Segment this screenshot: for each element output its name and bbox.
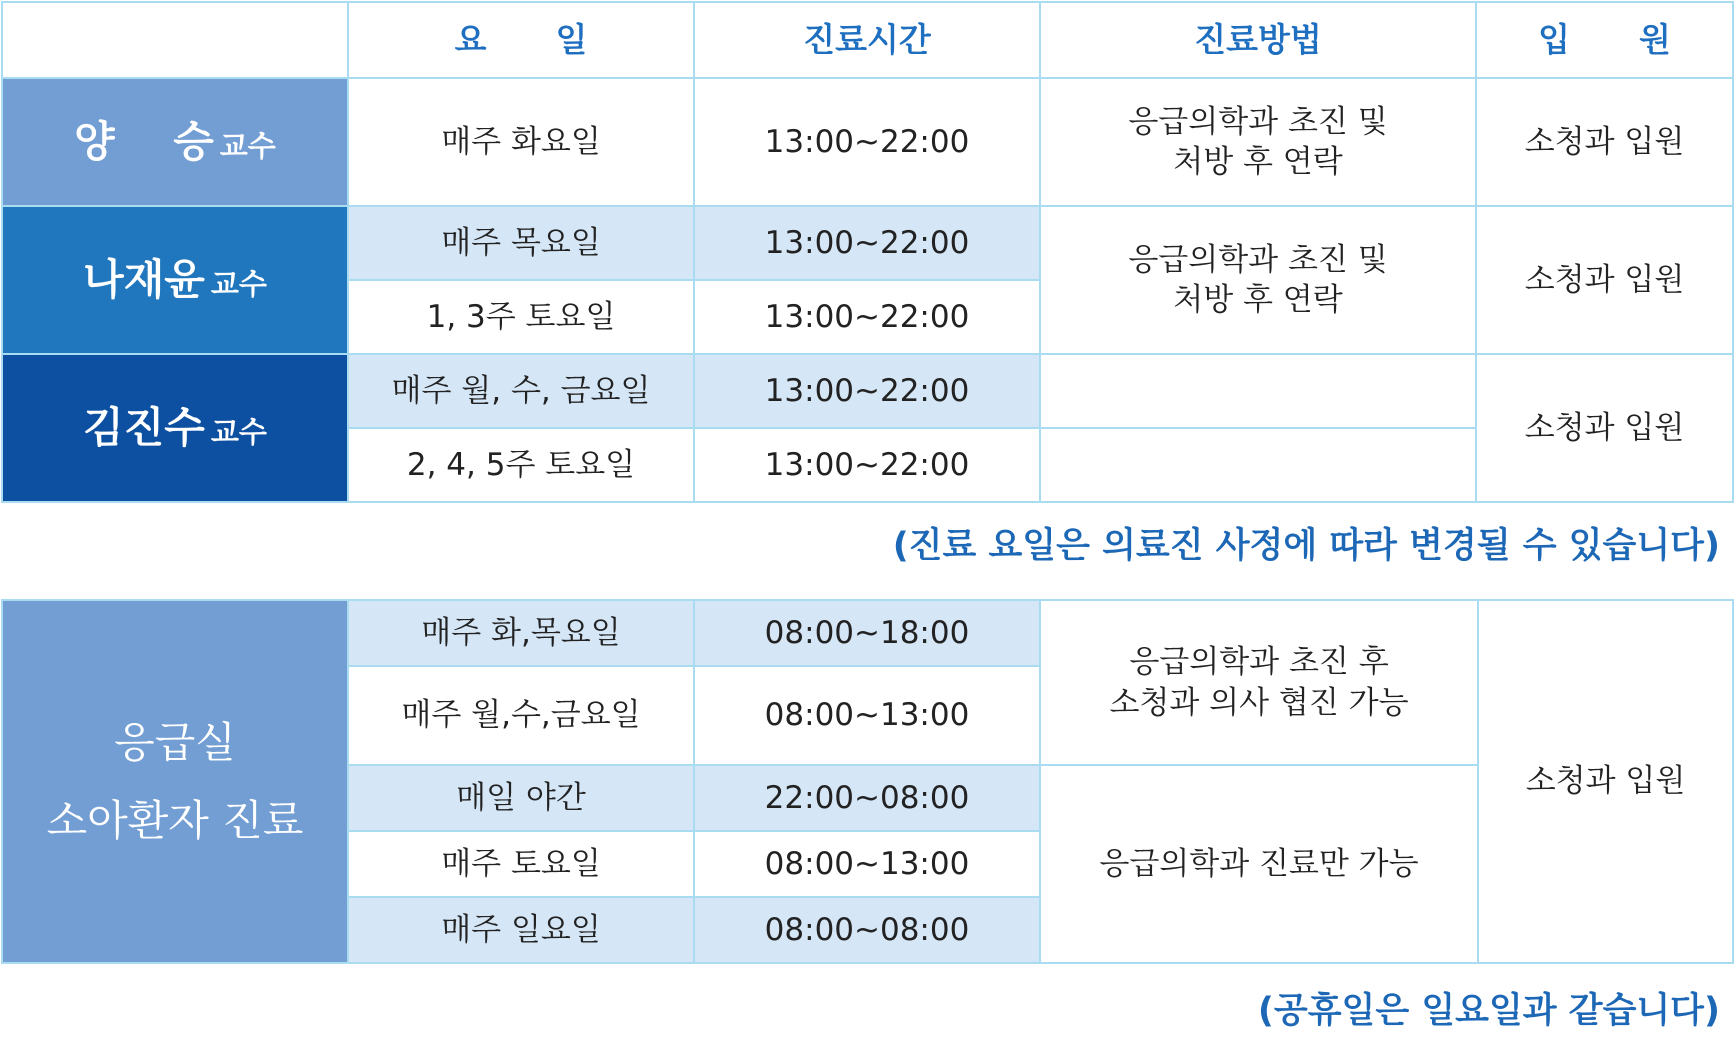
- day-cell: 매일 야간: [348, 765, 694, 831]
- admission-cell: 소청과 입원: [1476, 206, 1733, 354]
- professor-schedule-table: [1, 1, 1734, 503]
- method-line: 응급의학과 초진 및: [1128, 241, 1388, 278]
- method-cell: [1040, 206, 1476, 354]
- er-label-line: 응급실: [114, 717, 236, 767]
- header-method: 진료방법: [1040, 2, 1476, 78]
- er-schedule-table: [1, 599, 1734, 964]
- admission-cell: 소청과 입원: [1476, 78, 1733, 206]
- professor-label: [2, 206, 348, 354]
- time-cell: 13:00~22:00: [694, 354, 1040, 428]
- day-cell: 매주 화요일: [348, 78, 694, 206]
- professor-name: 김진수: [83, 402, 205, 452]
- method-cell: 응급의학과 진료만 가능: [1040, 765, 1478, 963]
- method-line: 소청과 의사 협진 가능: [1109, 684, 1409, 721]
- method-cell-empty: [1040, 428, 1476, 502]
- day-cell: 매주 토요일: [348, 831, 694, 897]
- table-row: [2, 354, 1733, 428]
- method-cell-empty: [1040, 354, 1476, 428]
- professor-name: 나재윤: [83, 254, 205, 304]
- day-cell: 매주 월, 수, 금요일: [348, 354, 694, 428]
- method-line: 처방 후 연락: [1173, 282, 1343, 318]
- time-cell: 13:00~22:00: [694, 280, 1040, 354]
- header-empty-cell: [2, 2, 348, 78]
- professor-name: 양 승: [74, 116, 214, 166]
- day-cell: 매주 월,수,금요일: [348, 666, 694, 765]
- method-line: 응급의학과 초진 및: [1128, 103, 1388, 140]
- time-cell: 08:00~13:00: [694, 831, 1040, 897]
- admission-cell: 소청과 입원: [1478, 600, 1733, 963]
- er-label-line: 소아환자 진료: [46, 795, 304, 845]
- day-cell: 매주 일요일: [348, 897, 694, 963]
- admission-cell: 소청과 입원: [1476, 354, 1733, 502]
- header-row: [2, 2, 1733, 78]
- schedule-change-note: (진료 요일은 의료진 사정에 따라 변경될 수 있습니다): [892, 526, 1720, 566]
- time-cell: 08:00~08:00: [694, 897, 1040, 963]
- table-row: [2, 78, 1733, 206]
- time-cell: 08:00~13:00: [694, 666, 1040, 765]
- professor-label: [2, 354, 348, 502]
- professor-title: 교수: [210, 266, 267, 301]
- day-cell: 2, 4, 5주 토요일: [348, 428, 694, 502]
- time-cell: 13:00~22:00: [694, 206, 1040, 280]
- header-day: 요 일: [348, 2, 694, 78]
- table-row: [2, 600, 1733, 666]
- header-admission: 입 원: [1476, 2, 1733, 78]
- time-cell: 22:00~08:00: [694, 765, 1040, 831]
- header-time: 진료시간: [694, 2, 1040, 78]
- professor-title: 교수: [219, 128, 276, 163]
- method-line: 응급의학과 초진 후: [1129, 644, 1389, 681]
- time-cell: 08:00~18:00: [694, 600, 1040, 666]
- professor-label: [2, 78, 348, 206]
- holiday-note: (공휴일은 일요일과 같습니다): [1257, 991, 1720, 1031]
- day-cell: 매주 목요일: [348, 206, 694, 280]
- professor-title: 교수: [210, 414, 267, 449]
- er-label: [2, 600, 348, 963]
- time-cell: 13:00~22:00: [694, 428, 1040, 502]
- table-row: [2, 206, 1733, 280]
- method-line: 처방 후 연락: [1173, 144, 1343, 180]
- time-cell: 13:00~22:00: [694, 78, 1040, 206]
- day-cell: 매주 화,목요일: [348, 600, 694, 666]
- day-cell: 1, 3주 토요일: [348, 280, 694, 354]
- method-cell: [1040, 78, 1476, 206]
- method-cell: [1040, 600, 1478, 765]
